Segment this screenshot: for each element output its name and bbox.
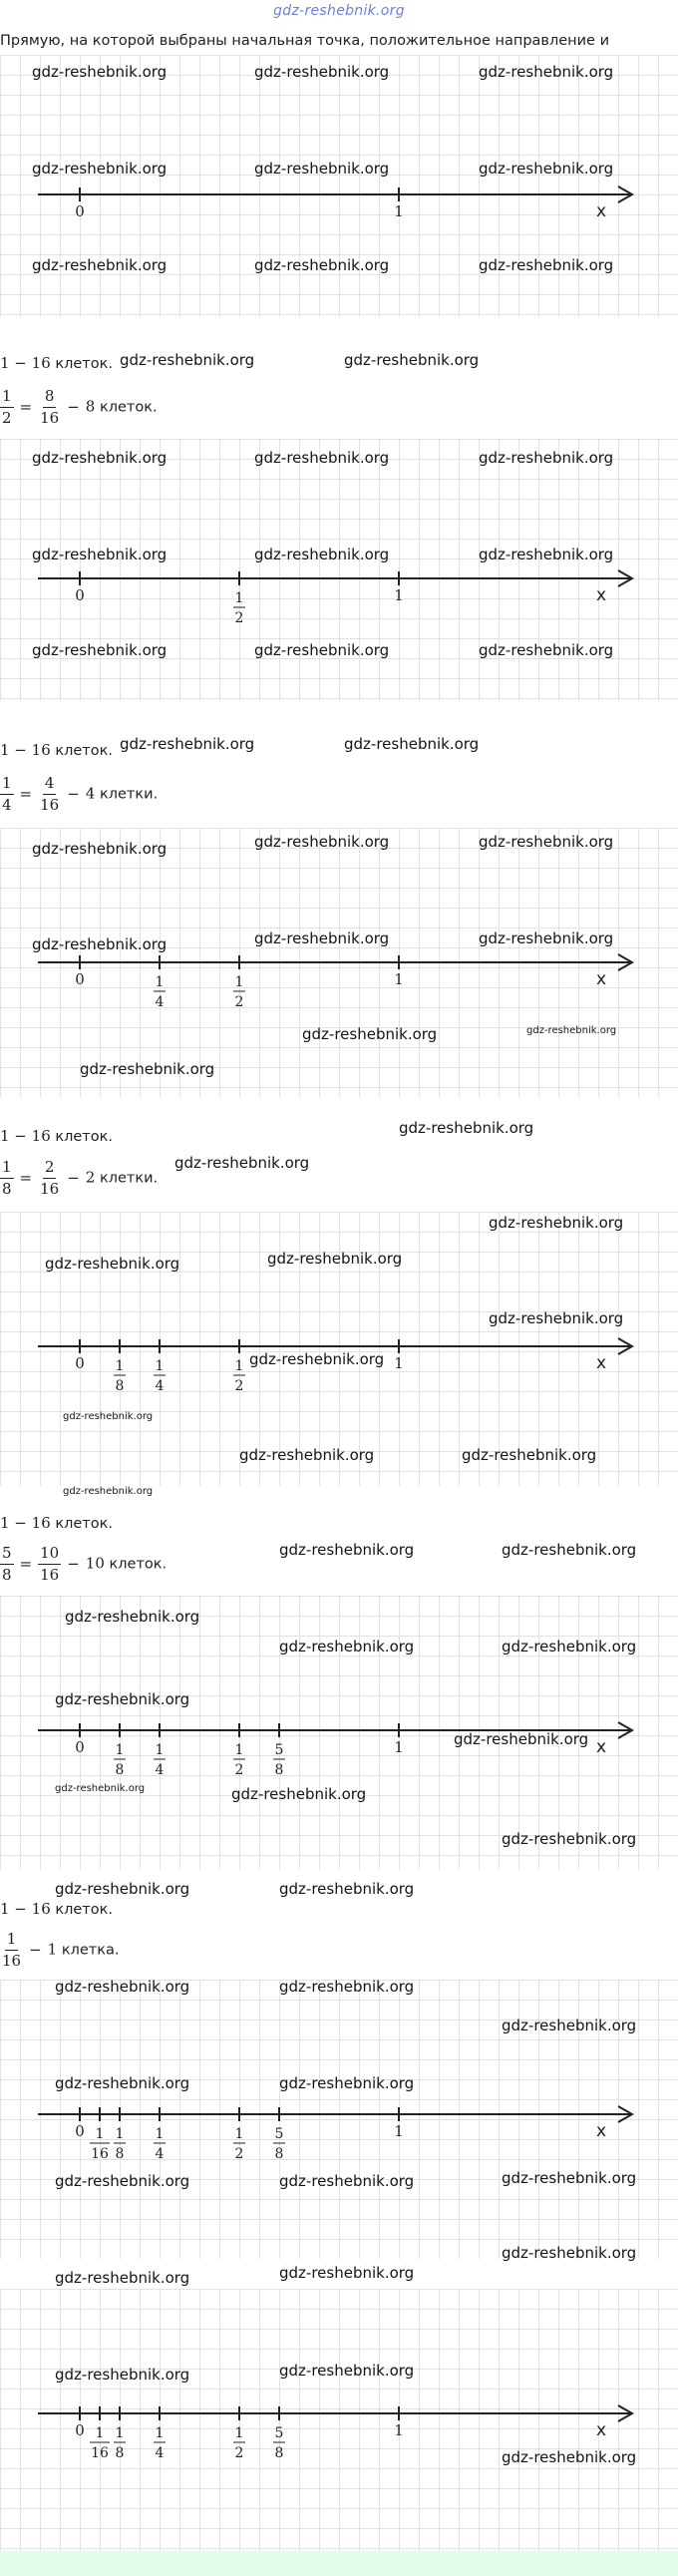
svg-text:5: 5	[274, 2126, 284, 2142]
svg-text:8: 8	[274, 1762, 284, 1778]
watermark-text[interactable]: gdz-reshebnik.org	[55, 1880, 190, 1898]
number-line-2	[0, 558, 678, 638]
fact-line-3: 1 − 16 клеток.	[0, 1127, 113, 1145]
number-line-3	[0, 942, 678, 1022]
watermark-text[interactable]: gdz-reshebnik.org	[302, 1025, 438, 1043]
fraction-two-sixteenths: $\frac{2}{16}$	[40, 1158, 60, 1198]
watermark-text[interactable]: gdz-reshebnik.org	[279, 2264, 415, 2282]
svg-text:1: 1	[115, 2126, 125, 2142]
svg-text:8: 8	[115, 2146, 125, 2162]
watermark-text[interactable]: gdz-reshebnik.org	[502, 2448, 637, 2466]
watermark-text[interactable]: gdz-reshebnik.org	[462, 1446, 597, 1464]
tick-1-2-fraction-label	[233, 590, 245, 626]
watermark-text[interactable]: gdz-reshebnik.org	[479, 63, 614, 81]
fraction-eighth: $\frac{1}{8}$	[2, 1158, 12, 1198]
svg-text:1: 1	[155, 2425, 165, 2441]
watermark-text[interactable]: gdz-reshebnik.org	[32, 546, 168, 563]
intro-text: Прямую, на которой выбраны начальная точка, положительное направление и	[0, 33, 610, 49]
svg-text:2: 2	[234, 994, 244, 1010]
svg-text:4: 4	[155, 994, 165, 1010]
tick-0-label: 0	[75, 586, 85, 604]
fraction-five-eighths: $\frac{5}{8}$	[2, 1544, 12, 1584]
axis-label-x: x	[596, 585, 607, 605]
tick-1-label: 1	[394, 586, 404, 604]
tick-1-2-fraction-label	[233, 1358, 245, 1394]
svg-text:2: 2	[234, 1762, 244, 1778]
svg-text:2: 2	[234, 2146, 244, 2162]
fact-word: клеток.	[50, 356, 113, 372]
tick-1-label: 1	[394, 2421, 404, 2439]
axis-label-x: x	[596, 1737, 607, 1757]
svg-text:1: 1	[234, 1742, 244, 1758]
tick-1-2-fraction-label	[233, 974, 245, 1010]
svg-text:1: 1	[115, 2425, 125, 2441]
tick-1-4-fraction-label	[154, 2425, 166, 2461]
svg-text:1: 1	[234, 1358, 244, 1374]
equation-4: $\frac{5}{8}$ = $\frac{10}{16}$ − 10 клеток.	[2, 1544, 168, 1584]
equation-1: $\frac{1}{2}$ = $\frac{8}{16}$ − 8 клеток.	[2, 387, 158, 427]
tick-1-16-fraction-label	[90, 2126, 110, 2162]
tick-0-label: 0	[75, 2122, 85, 2140]
watermark-text-small[interactable]: gdz-reshebnik.org	[63, 1486, 154, 1497]
fact-line-5: 1 − 16 клеток.	[0, 1900, 113, 1918]
watermark-text[interactable]: gdz-reshebnik.org	[344, 351, 480, 369]
tick-1-2-fraction-label	[233, 1742, 245, 1778]
equation-3: $\frac{1}{8}$ = $\frac{2}{16}$ − 2 клетки.	[2, 1158, 159, 1198]
axis-label-x: x	[596, 969, 607, 989]
svg-text:1: 1	[115, 1742, 125, 1758]
fact-line-1	[0, 354, 113, 372]
watermark-text[interactable]: gdz-reshebnik.org	[239, 1446, 375, 1464]
watermark-text[interactable]: gdz-reshebnik.org	[249, 1350, 385, 1368]
tick-1-4-fraction-label	[154, 1742, 166, 1778]
watermark-text[interactable]: gdz-reshebnik.org	[279, 1541, 415, 1559]
svg-text:16: 16	[91, 2445, 109, 2461]
svg-text:8: 8	[274, 2146, 284, 2162]
svg-text:1: 1	[155, 974, 165, 990]
watermark-text[interactable]: gdz-reshebnik.org	[479, 449, 614, 467]
tick-1-8-fraction-label	[114, 1742, 126, 1778]
svg-text:1: 1	[95, 2126, 105, 2142]
tick-5-8-fraction-label	[273, 2425, 285, 2461]
watermark-text[interactable]: gdz-reshebnik.org	[254, 833, 390, 851]
watermark-text[interactable]: gdz-reshebnik.org	[279, 1638, 415, 1656]
svg-text:8: 8	[115, 1762, 125, 1778]
number-line-1	[0, 175, 678, 254]
watermark-text[interactable]: gdz-reshebnik.org	[502, 1638, 637, 1656]
watermark-text[interactable]: gdz-reshebnik.org	[479, 546, 614, 563]
watermark-text[interactable]: gdz-reshebnik.org	[502, 1830, 637, 1848]
svg-text:8: 8	[115, 2445, 125, 2461]
tick-0-label: 0	[75, 202, 85, 220]
svg-text:1: 1	[115, 1358, 125, 1374]
watermark-text[interactable]: gdz-reshebnik.org	[32, 256, 168, 274]
tick-1-8-fraction-label	[114, 2425, 126, 2461]
watermark-text[interactable]: gdz-reshebnik.org	[399, 1119, 534, 1137]
fraction-sixteenth: $\frac{1}{16}$	[2, 1930, 22, 1970]
watermark-text[interactable]: gdz-reshebnik.org	[32, 641, 168, 659]
watermark-text[interactable]: gdz-reshebnik.org	[32, 449, 168, 467]
svg-text:1: 1	[234, 590, 244, 606]
svg-text:4: 4	[155, 2146, 165, 2162]
watermark-text[interactable]: gdz-reshebnik.org	[254, 641, 390, 659]
axis-label-x: x	[596, 1353, 607, 1373]
tick-0-label: 0	[75, 2421, 85, 2439]
watermark-text[interactable]: gdz-reshebnik.org	[502, 2244, 637, 2262]
watermark-text[interactable]: gdz-reshebnik.org	[267, 1250, 403, 1268]
svg-text:1: 1	[155, 1358, 165, 1374]
svg-text:1: 1	[95, 2425, 105, 2441]
watermark-text[interactable]: gdz-reshebnik.org	[120, 351, 255, 369]
watermark-text[interactable]: gdz-reshebnik.org	[479, 256, 614, 274]
tick-0-label: 0	[75, 1354, 85, 1372]
svg-text:4: 4	[155, 1378, 165, 1394]
tick-1-8-fraction-label	[114, 1358, 126, 1394]
watermark-text-small[interactable]: gdz-reshebnik.org	[526, 1025, 617, 1036]
tick-1-4-fraction-label	[154, 1358, 166, 1394]
tick-1-label: 1	[394, 1738, 404, 1756]
axis-label-x: x	[596, 2420, 607, 2440]
svg-text:2: 2	[234, 1378, 244, 1394]
watermark-text[interactable]: gdz-reshebnik.org	[254, 929, 390, 947]
fact-line-4: 1 − 16 клеток.	[0, 1514, 113, 1532]
watermark-text[interactable]: gdz-reshebnik.org	[80, 1060, 215, 1078]
svg-text:4: 4	[155, 1762, 165, 1778]
tick-1-2-fraction-label	[233, 2126, 245, 2162]
watermark-text[interactable]: gdz-reshebnik.org	[65, 1608, 200, 1626]
watermark-text[interactable]: gdz-reshebnik.org	[502, 2017, 637, 2034]
watermark-text[interactable]: gdz-reshebnik.org	[479, 833, 614, 851]
svg-text:5: 5	[274, 1742, 284, 1758]
svg-text:1: 1	[234, 2126, 244, 2142]
axis-label-x: x	[596, 2121, 607, 2141]
svg-text:2: 2	[234, 610, 244, 626]
tick-0-label: 0	[75, 970, 85, 988]
watermark-text[interactable]: gdz-reshebnik.org	[32, 63, 168, 81]
watermark-text[interactable]: gdz-reshebnik.org	[479, 929, 614, 947]
number-line-6	[0, 2094, 678, 2174]
watermark-text[interactable]: gdz-reshebnik.org	[254, 449, 390, 467]
tick-1-label: 1	[394, 202, 404, 220]
watermark-text[interactable]: gdz-reshebnik.org	[489, 1214, 624, 1232]
fraction-ten-sixteenths: $\frac{10}{16}$	[40, 1544, 60, 1584]
site-header	[0, 0, 678, 26]
watermark-text[interactable]: gdz-reshebnik.org	[344, 735, 480, 753]
svg-text:1: 1	[234, 974, 244, 990]
watermark-text[interactable]: gdz-reshebnik.org	[279, 2362, 415, 2380]
tick-1-4-fraction-label	[154, 2126, 166, 2162]
svg-text:5: 5	[274, 2425, 284, 2441]
watermark-text[interactable]: gdz-reshebnik.org	[454, 1730, 589, 1748]
watermark-text[interactable]: gdz-reshebnik.org	[254, 256, 390, 274]
svg-text:8: 8	[115, 1378, 125, 1394]
watermark-text-small[interactable]: gdz-reshebnik.org	[55, 1783, 146, 1794]
footer-bar	[0, 2551, 678, 2576]
watermark-text[interactable]: gdz-reshebnik.org	[55, 1690, 190, 1708]
svg-text:1: 1	[155, 1742, 165, 1758]
fraction-eight-sixteenths: $\frac{8}{16}$	[40, 387, 60, 427]
watermark-text[interactable]: gdz-reshebnik.org	[254, 63, 390, 81]
watermark-text[interactable]: gdz-reshebnik.org	[479, 641, 614, 659]
site-logo[interactable]: gdz-reshebnik.org	[273, 3, 405, 19]
fraction-quarter: $\frac{1}{4}$	[2, 774, 12, 814]
watermark-text[interactable]: gdz-reshebnik.org	[45, 1255, 180, 1273]
watermark-text[interactable]: gdz-reshebnik.org	[279, 2172, 415, 2190]
watermark-text[interactable]: gdz-reshebnik.org	[279, 1978, 415, 1996]
fact-number: 1 − 16	[0, 354, 51, 372]
fraction-half: $\frac{1}{2}$	[2, 387, 12, 427]
equation-5: $\frac{1}{16}$ − 1 клетка.	[2, 1930, 120, 1970]
svg-text:2: 2	[234, 2445, 244, 2461]
watermark-text[interactable]: gdz-reshebnik.org	[32, 935, 168, 953]
watermark-text[interactable]: gdz-reshebnik.org	[32, 160, 168, 178]
watermark-text[interactable]: gdz-reshebnik.org	[55, 2269, 190, 2287]
tick-1-4-fraction-label	[154, 974, 166, 1010]
svg-text:8: 8	[274, 2445, 284, 2461]
tick-1-label: 1	[394, 970, 404, 988]
watermark-text[interactable]: gdz-reshebnik.org	[254, 160, 390, 178]
watermark-text-small[interactable]: gdz-reshebnik.org	[63, 1411, 154, 1422]
watermark-text[interactable]: gdz-reshebnik.org	[120, 735, 255, 753]
watermark-text[interactable]: gdz-reshebnik.org	[231, 1785, 367, 1803]
watermark-text[interactable]: gdz-reshebnik.org	[55, 2366, 190, 2384]
watermark-text[interactable]: gdz-reshebnik.org	[502, 2169, 637, 2187]
tick-5-8-fraction-label	[273, 2126, 285, 2162]
tick-1-8-fraction-label	[114, 2126, 126, 2162]
axis-label-x: x	[596, 201, 607, 221]
svg-text:1: 1	[234, 2425, 244, 2441]
fraction-four-sixteenths: $\frac{4}{16}$	[40, 774, 60, 814]
svg-text:1: 1	[155, 2126, 165, 2142]
tick-1-2-fraction-label	[233, 2425, 245, 2461]
watermark-text[interactable]: gdz-reshebnik.org	[279, 1880, 415, 1898]
tick-1-16-fraction-label	[90, 2425, 110, 2461]
watermark-text[interactable]: gdz-reshebnik.org	[55, 2172, 190, 2190]
tick-1-label: 1	[394, 1354, 404, 1372]
tick-0-label: 0	[75, 1738, 85, 1756]
watermark-text[interactable]: gdz-reshebnik.org	[55, 1978, 190, 1996]
watermark-text[interactable]: gdz-reshebnik.org	[502, 1541, 637, 1559]
tick-1-label: 1	[394, 2122, 404, 2140]
watermark-text[interactable]: gdz-reshebnik.org	[174, 1154, 310, 1172]
watermark-text[interactable]: gdz-reshebnik.org	[254, 546, 390, 563]
watermark-text[interactable]: gdz-reshebnik.org	[279, 2074, 415, 2092]
fact-line-2: 1 − 16 клеток.	[0, 741, 113, 759]
svg-text:4: 4	[155, 2445, 165, 2461]
number-line-5	[0, 1710, 678, 1790]
watermark-text[interactable]: gdz-reshebnik.org	[55, 2074, 190, 2092]
watermark-text[interactable]: gdz-reshebnik.org	[489, 1309, 624, 1327]
watermark-text[interactable]: gdz-reshebnik.org	[32, 840, 168, 858]
svg-text:16: 16	[91, 2146, 109, 2162]
equation-2: $\frac{1}{4}$ = $\frac{4}{16}$ − 4 клетки.	[2, 774, 159, 814]
watermark-text[interactable]: gdz-reshebnik.org	[479, 160, 614, 178]
tick-5-8-fraction-label	[273, 1742, 285, 1778]
